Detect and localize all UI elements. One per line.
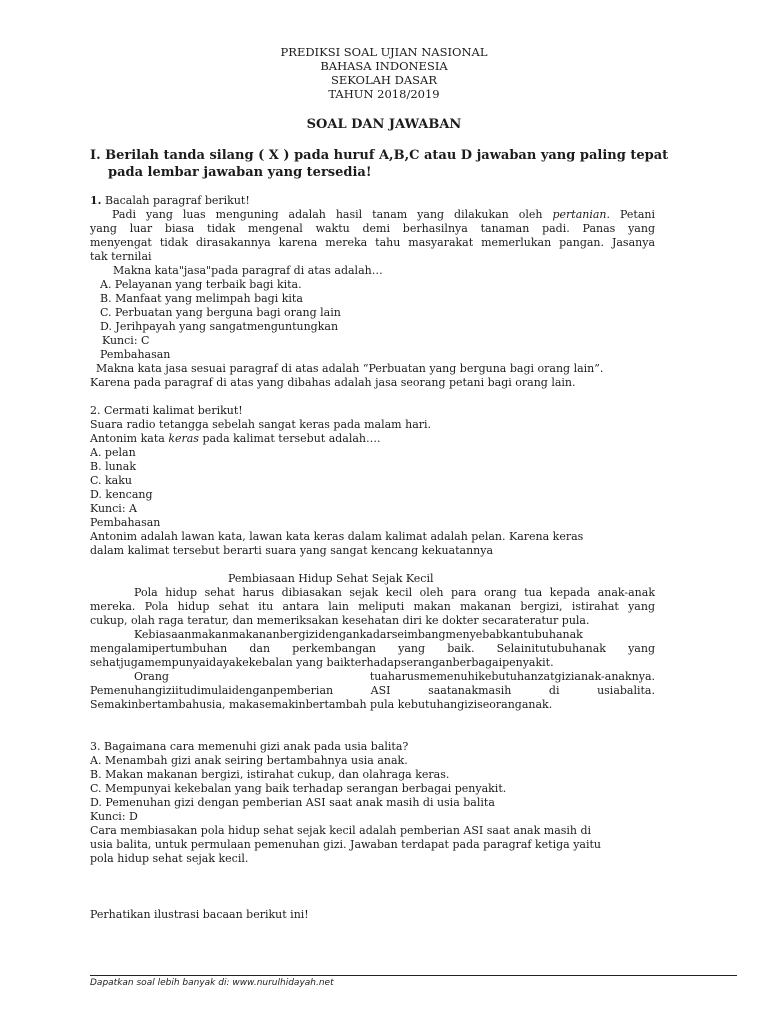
instruction-line-1: I. Berilah tanda silang ( X ) pada huruf A,B,C atau D jawaban yang paling tepat bbox=[90, 148, 669, 163]
reading-p1-line-3: cukup, olah raga teratur, dan memeriksakan kesehatan diri ke dokter secarateratur pula. bbox=[90, 614, 590, 627]
reading-p1-line-1: Pola hidup sehat harus dibiasakan sejak kecil oleh para orang tua kepada anak-anak bbox=[134, 586, 655, 599]
q1-number: 1. bbox=[90, 194, 102, 207]
q1-paragraph-line-4: tak ternilai bbox=[90, 250, 152, 263]
q1-paragraph-text: Padi yang luas menguning adalah hasil tanam yang dilakukan oleh bbox=[112, 208, 553, 221]
q1-option-c: C. Perbuatan yang berguna bagi orang lain bbox=[100, 306, 341, 319]
next-reading-prompt: Perhatikan ilustrasi bacaan berikut ini! bbox=[90, 908, 309, 921]
header-line-2: BAHASA INDONESIA bbox=[320, 59, 448, 73]
q1-explanation-line-2: Karena pada paragraf di atas yang dibahas adalah jasa seorang petani bagi orang lain. bbox=[90, 376, 576, 389]
q1-option-a: A. Pelayanan yang terbaik bagi kita. bbox=[100, 278, 302, 291]
q1-prompt bbox=[90, 194, 250, 208]
q3-option-d: D. Pemenuhan gizi dengan pemberian ASI saat anak masih di usia balita bbox=[90, 796, 495, 809]
q2-option-c: C. kaku bbox=[90, 474, 132, 487]
q2-prompt: 2. Cermati kalimat berikut! bbox=[90, 404, 243, 417]
section-title: SOAL DAN JAWABAN bbox=[306, 117, 462, 132]
q1-prompt-text: Bacalah paragraf berikut! bbox=[101, 194, 250, 207]
q2-option-d: D. kencang bbox=[90, 488, 153, 501]
q3-explanation-line-1: Cara membiasakan pola hidup sehat sejak kecil adalah pemberian ASI saat anak masih di bbox=[90, 824, 592, 837]
footer-link-text: Dapatkan soal lebih banyak di: www.nurulhidayah.net bbox=[90, 978, 334, 988]
q2-italic-word: keras bbox=[168, 432, 199, 445]
q2-discussion-heading: Pembahasan bbox=[90, 516, 161, 529]
q2-question bbox=[90, 432, 381, 446]
reading-p2-line-1: Kebiasaanmakanmakananbergizidengankadarseimbangmenyebabkantubuhanak bbox=[134, 628, 583, 641]
reading-title: Pembiasaan Hidup Sehat Sejak Kecil bbox=[228, 572, 434, 585]
reading-p3-line-2: Pemenuhangiziitudimulaidenganpemberian ASI saatanakmasih di usiabalita. bbox=[90, 684, 655, 697]
q2-explanation-line-2: dalam kalimat tersebut berarti suara yang sangat kencang kekuatannya bbox=[90, 544, 494, 557]
header-line-1: PREDIKSI SOAL UJIAN NASIONAL bbox=[280, 45, 488, 59]
q1-paragraph-text-end: . Petani bbox=[606, 208, 655, 221]
header-line-4: TAHUN 2018/2019 bbox=[328, 87, 440, 101]
q2-question-text-end: pada kalimat tersebut adalah…. bbox=[198, 432, 381, 445]
q2-question-text: Antonim kata bbox=[90, 432, 169, 445]
q1-question: Makna kata"jasa"pada paragraf di atas adalah… bbox=[113, 264, 383, 277]
q2-option-b: B. lunak bbox=[90, 460, 136, 473]
q1-paragraph-line-3: menyengat tidak dirasakannya karena mereka tahu masyarakat memerlukan pangan. Jasanya bbox=[90, 236, 655, 249]
q1-paragraph-line-2: yang luar biasa tidak mengenal waktu demi berhasilnya tanaman padi. Panas yang bbox=[90, 222, 655, 235]
q1-explanation-line-1: Makna kata jasa sesuai paragraf di atas adalah “Perbuatan yang berguna bagi orang lain”. bbox=[96, 362, 604, 375]
q3-option-a: A. Menambah gizi anak seiring bertambahnya usia anak. bbox=[90, 754, 408, 767]
q3-prompt: 3. Bagaimana cara memenuhi gizi anak pada usia balita? bbox=[90, 740, 409, 753]
q1-option-d: D. Jerihpayah yang sangatmenguntungkan bbox=[100, 320, 339, 333]
footer-divider bbox=[90, 975, 737, 976]
q3-explanation-line-3: pola hidup sehat sejak kecil. bbox=[90, 852, 249, 865]
q3-option-c: C. Mempunyai kekebalan yang baik terhadap serangan berbagai penyakit. bbox=[90, 782, 507, 795]
reading-p3-line-1: Orang tuaharusmemenuhikebutuhanzatgizianak-anaknya. bbox=[134, 670, 655, 683]
reading-p2-line-3: sehatjugamempunyaidayakekebalan yang baikterhadapseranganberbagaipenyakit. bbox=[90, 656, 554, 669]
q3-explanation-line-2: usia balita, untuk permulaan pemenuhan gizi. Jawaban terdapat pada paragraf ketiga yaitu bbox=[90, 838, 602, 851]
q3-option-b: B. Makan makanan bergizi, istirahat cukup, dan olahraga keras. bbox=[90, 768, 450, 781]
q1-paragraph-line-1 bbox=[90, 208, 655, 222]
instruction-line-2: pada lembar jawaban yang tersedia! bbox=[108, 165, 372, 180]
q1-discussion-heading: Pembahasan bbox=[100, 348, 171, 361]
q3-answer-key: Kunci: D bbox=[90, 810, 138, 823]
q1-answer-key: Kunci: C bbox=[102, 334, 150, 347]
q2-sentence: Suara radio tetangga sebelah sangat keras pada malam hari. bbox=[90, 418, 432, 431]
q2-explanation-line-1: Antonim adalah lawan kata, lawan kata keras dalam kalimat adalah pelan. Karena keras bbox=[90, 530, 584, 543]
q1-option-b: B. Manfaat yang melimpah bagi kita bbox=[100, 292, 303, 305]
q2-option-a: A. pelan bbox=[90, 446, 136, 459]
reading-p1-line-2: mereka. Pola hidup sehat itu antara lain meliputi makan makanan bergizi, istirahat yang bbox=[90, 600, 655, 613]
header-line-3: SEKOLAH DASAR bbox=[331, 73, 437, 87]
q2-answer-key: Kunci: A bbox=[90, 502, 137, 515]
reading-p2-line-2: mengalamipertumbuhan dan perkembangan yang baik. Selainitutubuhanak yang bbox=[90, 642, 655, 655]
q1-italic-word: pertanian bbox=[552, 208, 607, 221]
reading-p3-line-3: Semakinbertambahusia, makasemakinbertambah pula kebutuhangiziseoranganak. bbox=[90, 698, 553, 711]
